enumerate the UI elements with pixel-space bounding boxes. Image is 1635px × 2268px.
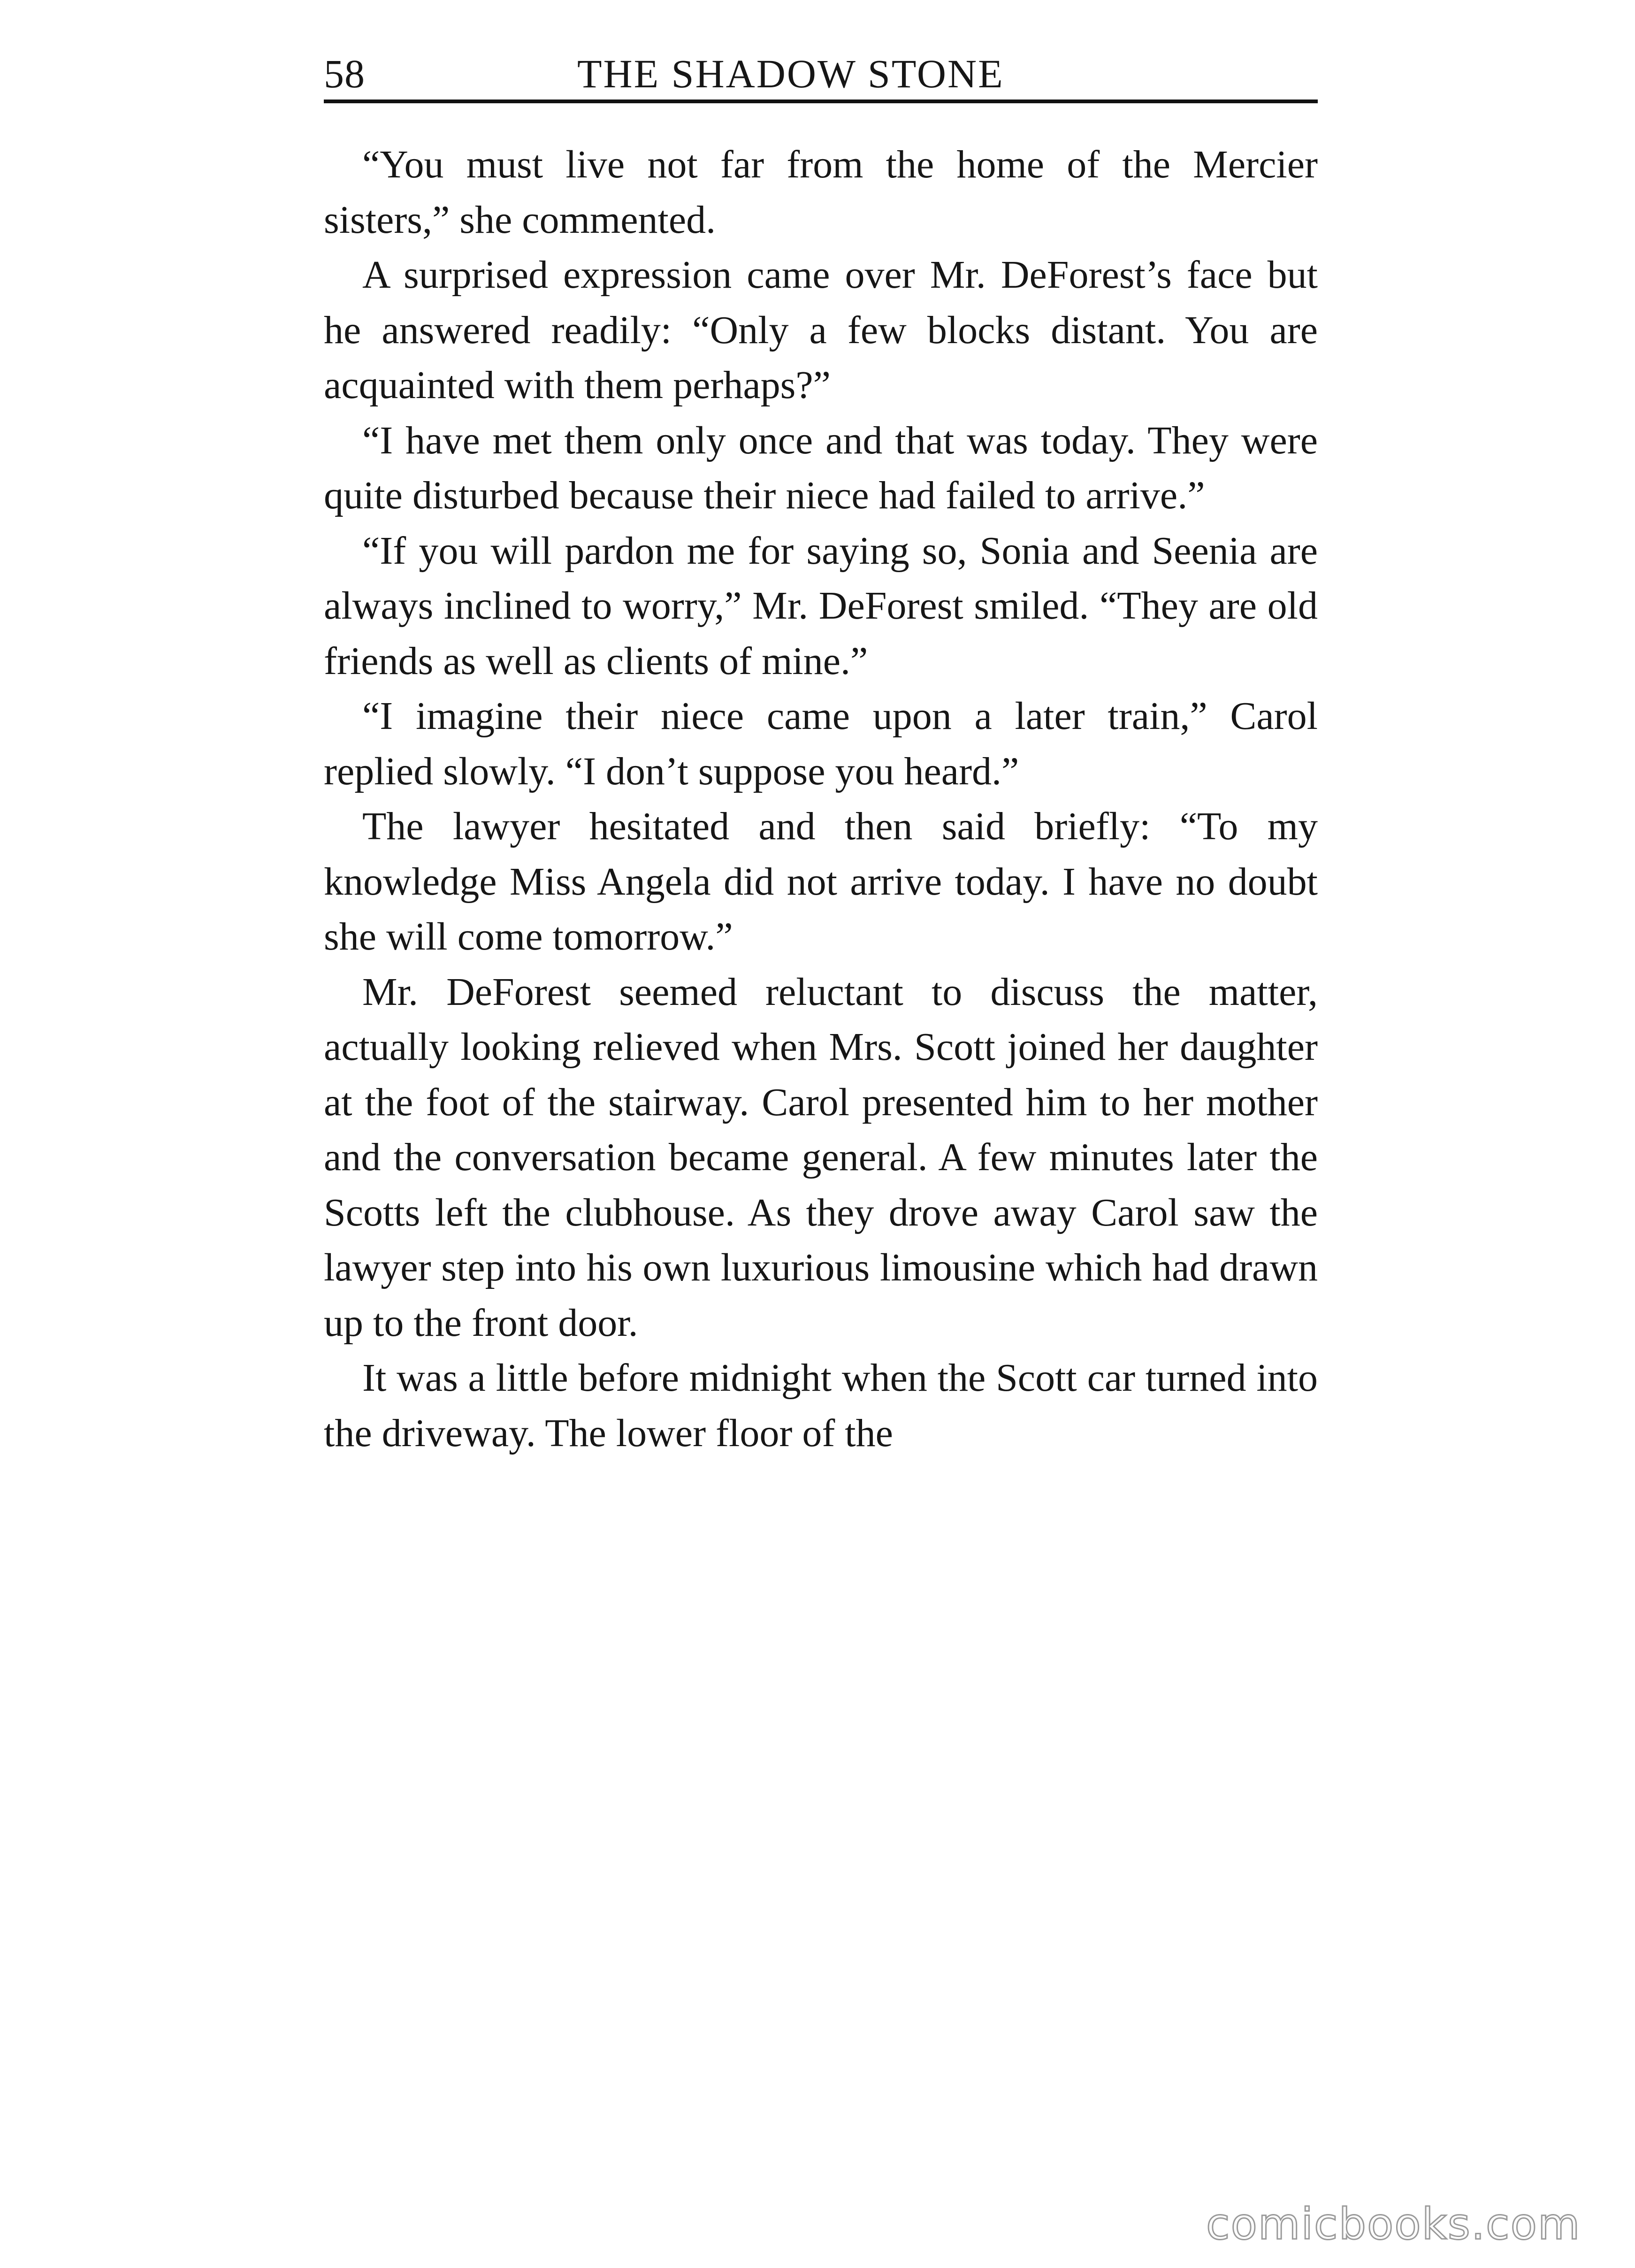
paragraph-8: It was a little before midnight when the Scott car turned into the driveway. The lower floor of the [324,1356,1318,1455]
header-rule [324,100,1318,103]
paragraph-6: The lawyer hesitated and then said briefly: “To my knowledge Miss Angela did not arrive today. I have no doubt she will come tomorrow.” [324,805,1318,958]
body-text [324,137,1318,1461]
paragraph-5: “I imagine their niece came upon a later train,” Carol replied slowly. “I don’t suppose you heard.” [324,694,1318,793]
paragraph-7: Mr. DeForest seemed reluctant to discuss the matter, actually looking relieved when Mrs. Scott joined her daughter at the foot of the stairway. Carol presented him to her mother and the conversation became general. A few minutes later the Scotts left the clubhouse. As they drove away Carol saw the lawyer step into his own luxurious limousine which had drawn up to the front door. [324,970,1318,1345]
page-number: 58 [324,51,365,96]
paragraph-4: “If you will pardon me for saying so, Sonia and Seenia are always inclined to worry,” Mr. DeForest smiled. “They are old friends as well as clients of mine.” [324,529,1318,683]
paragraph-3: “I have met them only once and that was today. They were quite disturbed because their niece had failed to arrive.” [324,418,1318,517]
running-head [324,43,1318,104]
paragraph-2: A surprised expression came over Mr. DeForest’s face but he answered readily: “Only a few blocks distant. You are acquainted with them perhaps?” [324,253,1318,407]
watermark: comicbooks.com [1206,2199,1581,2249]
paragraph-1: “You must live not far from the home of the Mercier sisters,” she commented. [324,143,1318,242]
running-title: THE SHADOW STONE [577,51,1004,96]
